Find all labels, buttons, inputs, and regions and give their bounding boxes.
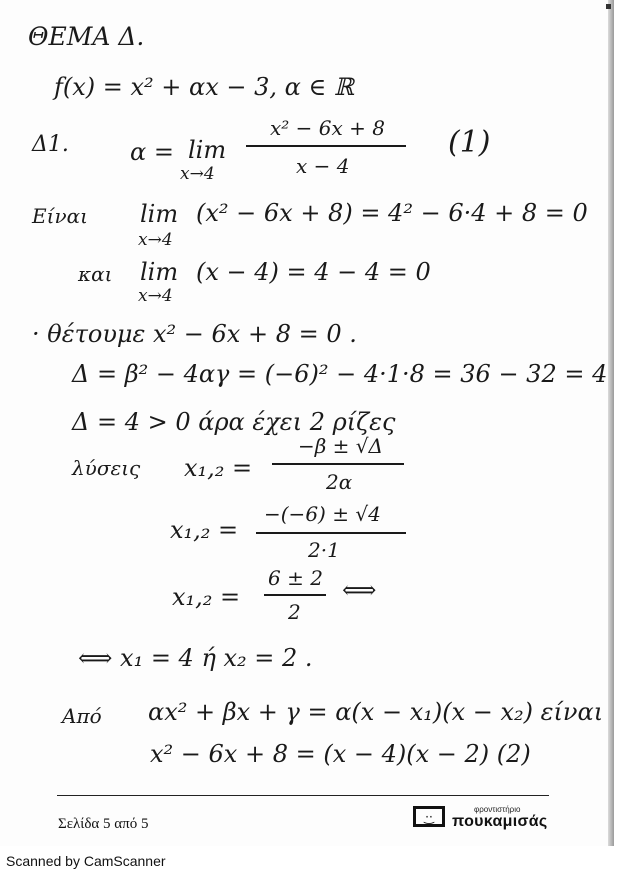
equation-number-1: (1)	[448, 125, 491, 160]
fraction-numerator: x² − 6x + 8	[270, 116, 385, 140]
word-kai: και	[78, 262, 113, 286]
roots-denominator: 2·1	[308, 538, 340, 562]
limit-subscript: x→4	[180, 164, 215, 184]
roots-numerator: −β ± √Δ	[298, 434, 383, 458]
limit-subscript: x→4	[138, 230, 173, 250]
factor-result: x² − 6x + 8 = (x − 4)(x − 2) (2)	[150, 740, 531, 768]
logo-wordmark: πουκαμισάς	[452, 813, 548, 830]
limit-expression: (x − 4) = 4 − 4 = 0	[196, 258, 431, 286]
function-definition: f(x) = x² + αx − 3, α ∈ ℝ	[54, 73, 354, 101]
logo-icon	[413, 806, 445, 827]
roots-numerator: 6 ± 2	[268, 566, 323, 590]
roots-numerator: −(−6) ± √4	[264, 502, 381, 526]
fraction-bar	[264, 594, 326, 596]
scanner-watermark: Scanned by CamScanner	[6, 853, 166, 869]
quadratic-setting: · θέτουμε x² − 6x + 8 = 0 .	[32, 320, 357, 348]
section-title: ΘΕΜΑ Δ.	[28, 22, 145, 51]
discriminant-positive: Δ = 4 > 0 άρα έχει 2 ρίζες	[72, 408, 396, 436]
limit-symbol: lim	[188, 136, 227, 164]
limit-expression: (x² − 6x + 8) = 4² − 6·4 + 8 = 0	[196, 199, 588, 227]
limit-symbol: lim	[140, 200, 179, 228]
roots-lhs: x₁,₂ =	[170, 516, 239, 544]
roots-word: λύσεις	[72, 456, 141, 480]
page-number-text: Σελίδα 5 από 5	[58, 816, 149, 832]
roots-denominator: 2α	[326, 470, 353, 494]
discriminant-line: Δ = β² − 4αγ = (−6)² − 4·1·8 = 36 − 32 = 4	[72, 360, 608, 388]
fraction-denominator: x − 4	[296, 154, 350, 178]
fraction-bar	[272, 463, 404, 465]
limit-symbol: lim	[140, 258, 179, 286]
roots-lhs: x₁,₂ =	[184, 454, 253, 482]
fraction-bar	[256, 532, 406, 534]
footer-divider	[57, 795, 549, 796]
alpha-equals: α =	[130, 138, 174, 166]
logo-face-icon: ·͜·	[425, 809, 433, 824]
word-apo: Από	[62, 704, 102, 728]
word-einai: Είναι	[32, 204, 88, 228]
roots-denominator: 2	[288, 600, 301, 624]
fraction-bar	[246, 145, 406, 147]
page-edge-shadow	[608, 0, 614, 846]
roots-result: ⟺ x₁ = 4 ή x₂ = 2 .	[78, 644, 313, 672]
factor-formula: αx² + βx + γ = α(x − x₁)(x − x₂) είναι	[148, 698, 604, 726]
limit-subscript: x→4	[138, 286, 173, 306]
roots-lhs: x₁,₂ =	[172, 583, 241, 611]
page-edge-mark	[606, 4, 611, 9]
logo-caption: φροντιστήριο	[474, 805, 521, 814]
equivalence-arrow: ⟺	[342, 576, 377, 604]
part-label-d1: Δ1.	[32, 132, 69, 157]
